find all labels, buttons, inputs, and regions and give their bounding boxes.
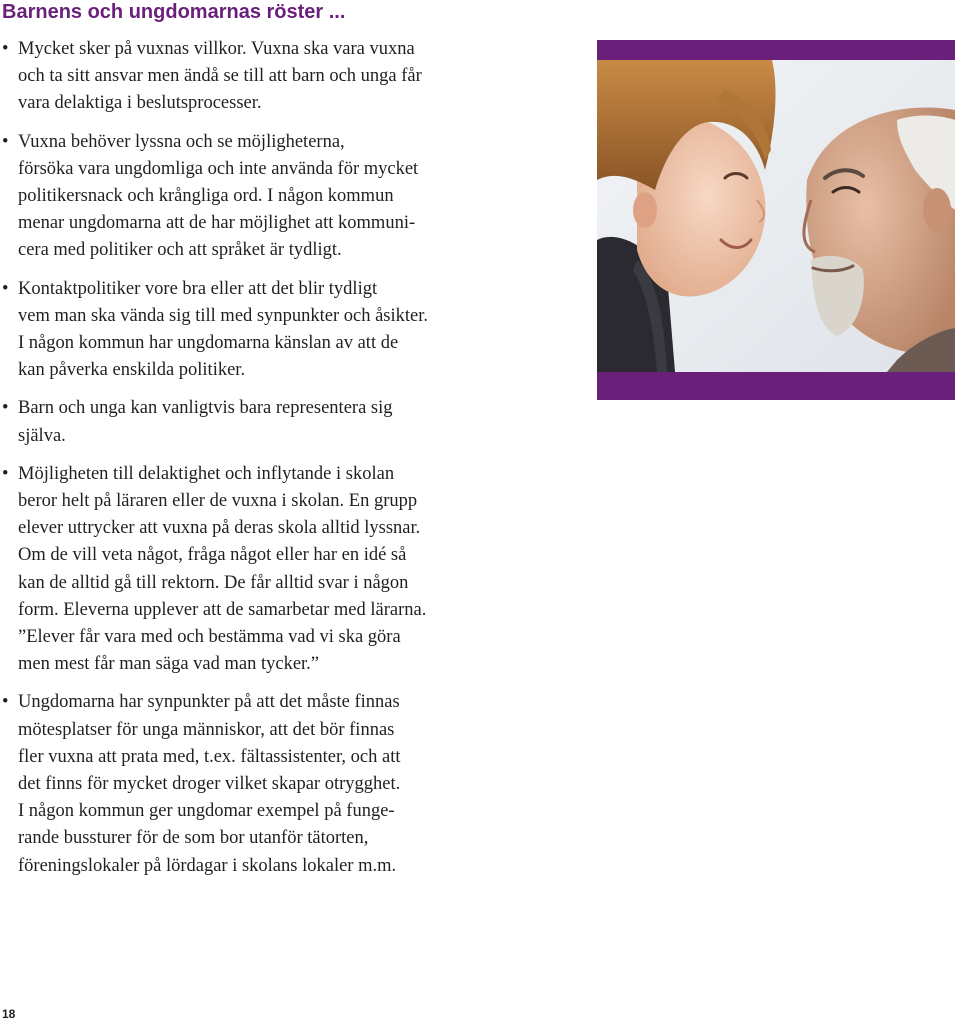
text-line: Barn och unga kan vanligtvis bara representera sig	[18, 398, 393, 419]
text-line: mötesplatser för unga människor, att det bör finnas	[18, 719, 395, 740]
text-line: vem man ska vända sig till med synpunkter och åsikter.	[18, 305, 428, 326]
text-line: Kontaktpolitiker vore bra eller att det blir tydligt	[18, 278, 378, 299]
text-line: Möjligheten till delaktighet och inflytande i skolan	[18, 463, 395, 484]
list-item	[0, 395, 500, 449]
text-line: form. Eleverna upplever att de samarbetar med lärarna.	[18, 599, 427, 620]
photo-frame	[597, 40, 955, 400]
text-line: försöka vara ungdomliga och inte använda för mycket	[18, 158, 419, 179]
text-line: kan påverka enskilda politiker.	[18, 360, 246, 381]
text-line: Vuxna behöver lyssna och se möjligheterna,	[18, 131, 345, 152]
text-line: själva.	[18, 425, 66, 446]
text-line: ”Elever får vara med och bestämma vad vi ska göra	[18, 627, 401, 648]
text-line: elever uttrycker att vuxna på deras skola alltid lyssnar.	[18, 518, 421, 539]
bullet-icon: •	[2, 463, 9, 484]
text-line: Ungdomarna har synpunkter på att det måste finnas	[18, 692, 400, 713]
list-item	[0, 129, 500, 265]
bullet-icon: •	[2, 39, 9, 59]
text-line: Mycket sker på vuxnas villkor. Vuxna ska vara vuxna	[18, 39, 415, 59]
text-line: men mest får man säga vad man tycker.”	[18, 654, 320, 675]
text-line: politikersnack och krångliga ord. I någon kommun	[18, 186, 394, 207]
list-item	[0, 689, 500, 879]
list-item	[0, 461, 500, 679]
bullet-icon: •	[2, 398, 9, 419]
list-item	[0, 276, 500, 385]
text-line: och ta sitt ansvar men ändå se till att barn och unga får	[18, 66, 422, 87]
text-line: beror helt på läraren eller de vuxna i skolan. En grupp	[18, 491, 418, 512]
bullet-icon: •	[2, 278, 9, 299]
text-line: vara delaktiga i beslutsprocesser.	[18, 93, 262, 114]
text-line: cera med politiker och att språket är tydligt.	[18, 240, 342, 261]
text-line: fler vuxna att prata med, t.ex. fältassistenter, och att	[18, 746, 401, 767]
bullet-list	[0, 36, 500, 891]
text-line: det finns för mycket droger vilket skapar otrygghet.	[18, 774, 401, 795]
text-line: rande bussturer för de som bor utanför tätorten,	[18, 828, 369, 849]
photo-boy-and-grandfather	[597, 60, 955, 372]
text-line: I någon kommun ger ungdomar exempel på funge-	[18, 801, 395, 822]
bullet-icon: •	[2, 692, 9, 713]
page-number: 18	[2, 1007, 16, 1021]
bullet-icon: •	[2, 131, 9, 152]
page-title: Barnens och ungdomarnas röster ...	[2, 1, 346, 23]
list-item	[0, 36, 500, 118]
text-line: kan de alltid gå till rektorn. De får alltid svar i någon	[18, 572, 409, 593]
text-line: föreningslokaler på lördagar i skolans lokaler m.m.	[18, 855, 397, 876]
text-line: menar ungdomarna att de har möjlighet att kommuni-	[18, 213, 416, 234]
text-line: Om de vill veta något, fråga något eller har en idé så	[18, 545, 407, 566]
text-line: I någon kommun har ungdomarna känslan av att de	[18, 333, 399, 354]
